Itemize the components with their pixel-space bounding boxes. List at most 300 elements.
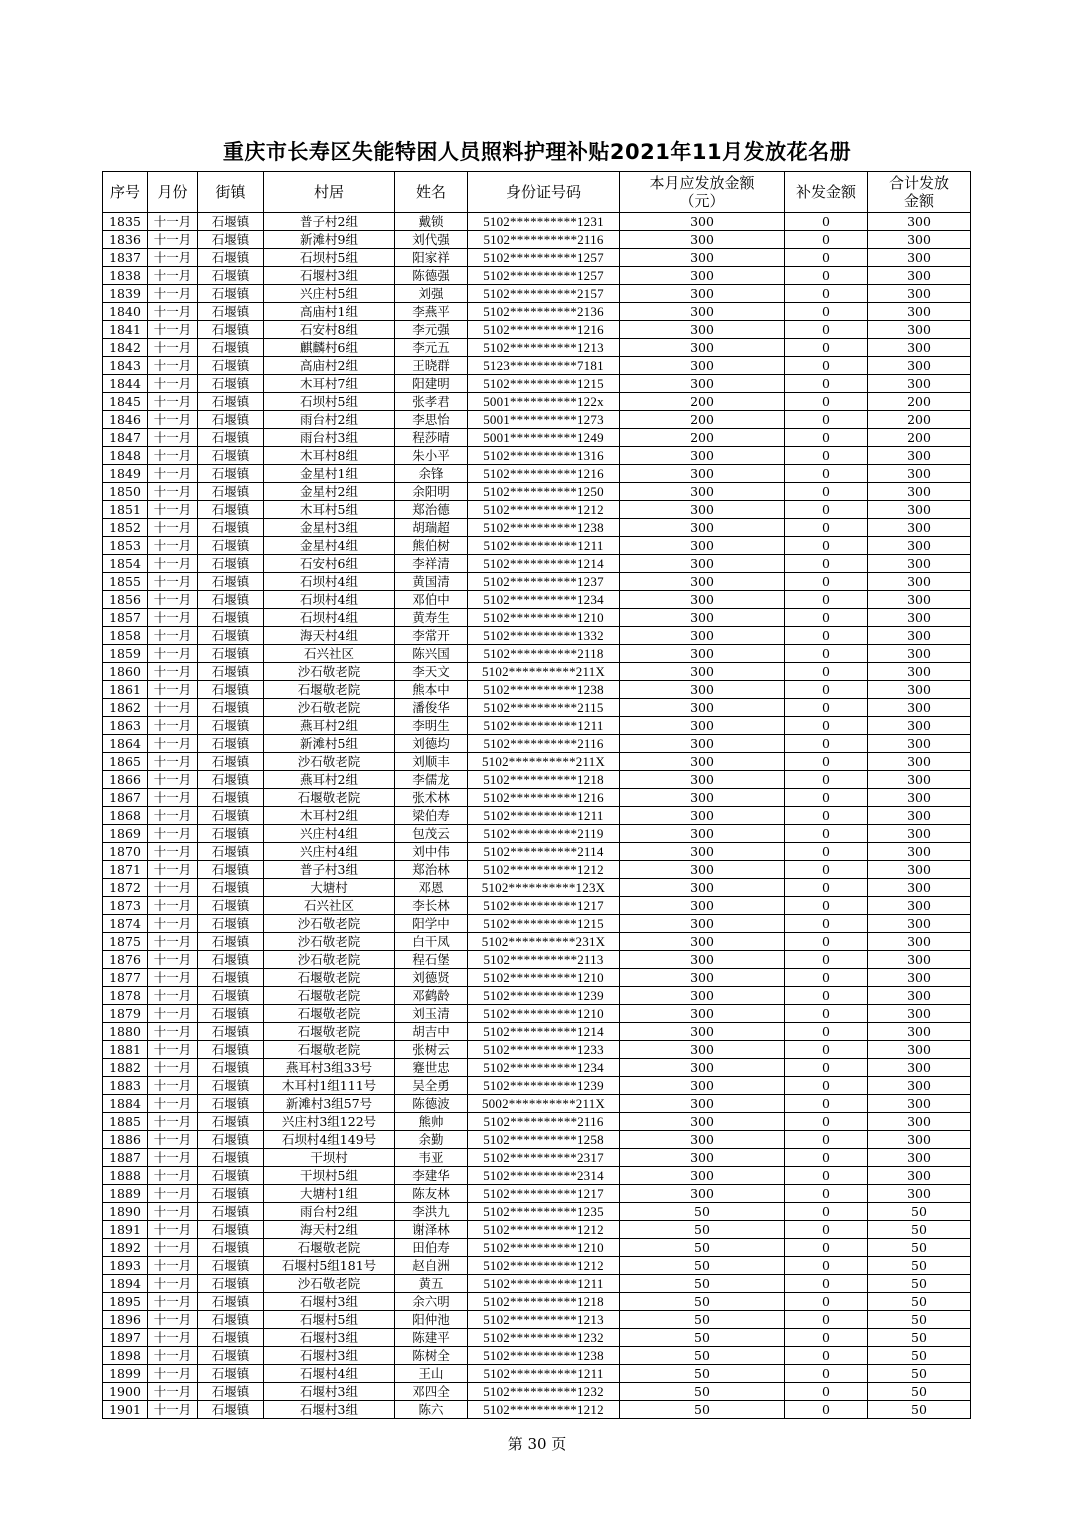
row-monthly-amount: 300 <box>620 663 785 681</box>
row-total: 300 <box>868 915 971 933</box>
row-index: 1851 <box>103 501 148 519</box>
row-town: 石堰镇 <box>198 447 264 465</box>
row-name: 蹇世忠 <box>395 1059 468 1077</box>
row-backpay: 0 <box>785 1329 868 1347</box>
row-town: 石堰镇 <box>198 789 264 807</box>
row-name: 余勤 <box>395 1131 468 1149</box>
row-village: 普子村3组 <box>264 861 395 879</box>
row-town: 石堰镇 <box>198 1383 264 1401</box>
table-row <box>103 1365 971 1383</box>
row-village: 石堰敬老院 <box>264 789 395 807</box>
row-month: 十一月 <box>148 789 198 807</box>
row-index: 1860 <box>103 663 148 681</box>
row-name: 李祥清 <box>395 555 468 573</box>
row-id-number: 5102**********211X <box>468 753 620 771</box>
table-row <box>103 1185 971 1203</box>
row-total: 300 <box>868 735 971 753</box>
table-row <box>103 393 971 411</box>
row-total: 300 <box>868 447 971 465</box>
row-index: 1842 <box>103 339 148 357</box>
row-backpay: 0 <box>785 1167 868 1185</box>
row-town: 石堰镇 <box>198 717 264 735</box>
row-village: 石堰村4组 <box>264 1365 395 1383</box>
row-monthly-amount: 300 <box>620 915 785 933</box>
row-month: 十一月 <box>148 897 198 915</box>
table-row <box>103 465 971 483</box>
row-id-number: 5102**********2118 <box>468 645 620 663</box>
row-town: 石堰镇 <box>198 1167 264 1185</box>
row-backpay: 0 <box>785 501 868 519</box>
row-monthly-amount: 50 <box>620 1311 785 1329</box>
row-id-number: 5102**********1239 <box>468 987 620 1005</box>
row-id-number: 5102**********2116 <box>468 231 620 249</box>
row-monthly-amount: 300 <box>620 1149 785 1167</box>
row-name: 谢泽林 <box>395 1221 468 1239</box>
row-town: 石堰镇 <box>198 627 264 645</box>
row-month: 十一月 <box>148 681 198 699</box>
row-id-number: 5102**********1234 <box>468 591 620 609</box>
table-row <box>103 699 971 717</box>
row-id-number: 5102**********1212 <box>468 501 620 519</box>
row-monthly-amount: 300 <box>620 573 785 591</box>
row-town: 石堰镇 <box>198 879 264 897</box>
row-total: 300 <box>868 357 971 375</box>
row-id-number: 5102**********1213 <box>468 339 620 357</box>
row-name: 白干凤 <box>395 933 468 951</box>
row-total: 300 <box>868 231 971 249</box>
row-backpay: 0 <box>785 1239 868 1257</box>
row-total: 300 <box>868 519 971 537</box>
row-village: 沙石敬老院 <box>264 933 395 951</box>
row-village: 雨台村2组 <box>264 1203 395 1221</box>
row-village: 石坝村4组 <box>264 573 395 591</box>
row-backpay: 0 <box>785 1221 868 1239</box>
row-backpay: 0 <box>785 1023 868 1041</box>
row-index: 1875 <box>103 933 148 951</box>
table-row <box>103 573 971 591</box>
table-header-row <box>103 172 971 213</box>
row-name: 阳家祥 <box>395 249 468 267</box>
table-row <box>103 1059 971 1077</box>
row-monthly-amount: 300 <box>620 789 785 807</box>
row-month: 十一月 <box>148 951 198 969</box>
table-row <box>103 807 971 825</box>
row-backpay: 0 <box>785 609 868 627</box>
row-total: 300 <box>868 861 971 879</box>
row-backpay: 0 <box>785 1059 868 1077</box>
row-village: 木耳村5组 <box>264 501 395 519</box>
row-month: 十一月 <box>148 1203 198 1221</box>
row-index: 1857 <box>103 609 148 627</box>
row-total: 300 <box>868 321 971 339</box>
row-monthly-amount: 300 <box>620 447 785 465</box>
row-total: 300 <box>868 717 971 735</box>
row-town: 石堰镇 <box>198 1365 264 1383</box>
col-header-monthly-amount: 本月应发放金额 （元） <box>620 172 785 213</box>
row-monthly-amount: 300 <box>620 699 785 717</box>
row-town: 石堰镇 <box>198 537 264 555</box>
row-month: 十一月 <box>148 861 198 879</box>
col-header-total: 合计发放 金额 <box>868 172 971 213</box>
row-village: 石堰村3组 <box>264 1401 395 1419</box>
row-backpay: 0 <box>785 735 868 753</box>
table-row <box>103 987 971 1005</box>
row-town: 石堰镇 <box>198 249 264 267</box>
row-monthly-amount: 200 <box>620 411 785 429</box>
row-backpay: 0 <box>785 627 868 645</box>
row-town: 石堰镇 <box>198 807 264 825</box>
row-total: 300 <box>868 555 971 573</box>
row-town: 石堰镇 <box>198 1293 264 1311</box>
row-backpay: 0 <box>785 1347 868 1365</box>
row-backpay: 0 <box>785 969 868 987</box>
row-name: 余阳明 <box>395 483 468 501</box>
row-total: 50 <box>868 1401 971 1419</box>
row-backpay: 0 <box>785 321 868 339</box>
row-backpay: 0 <box>785 1401 868 1419</box>
row-town: 石堰镇 <box>198 285 264 303</box>
row-month: 十一月 <box>148 1401 198 1419</box>
row-name: 戴锁 <box>395 213 468 231</box>
row-monthly-amount: 300 <box>620 879 785 897</box>
row-monthly-amount: 300 <box>620 1041 785 1059</box>
row-name: 黄国清 <box>395 573 468 591</box>
row-index: 1893 <box>103 1257 148 1275</box>
row-month: 十一月 <box>148 321 198 339</box>
table-row <box>103 1167 971 1185</box>
row-id-number: 5102**********1258 <box>468 1131 620 1149</box>
row-id-number: 5001**********1273 <box>468 411 620 429</box>
row-monthly-amount: 300 <box>620 321 785 339</box>
col-header-town: 街镇 <box>198 172 264 213</box>
row-total: 300 <box>868 501 971 519</box>
row-total: 50 <box>868 1383 971 1401</box>
row-total: 50 <box>868 1257 971 1275</box>
row-month: 十一月 <box>148 411 198 429</box>
row-monthly-amount: 300 <box>620 843 785 861</box>
row-index: 1881 <box>103 1041 148 1059</box>
row-index: 1861 <box>103 681 148 699</box>
row-backpay: 0 <box>785 897 868 915</box>
row-month: 十一月 <box>148 1005 198 1023</box>
row-town: 石堰镇 <box>198 483 264 501</box>
row-index: 1839 <box>103 285 148 303</box>
row-monthly-amount: 50 <box>620 1401 785 1419</box>
row-name: 胡吉中 <box>395 1023 468 1041</box>
row-backpay: 0 <box>785 843 868 861</box>
table-row <box>103 1275 971 1293</box>
row-village: 兴庄村4组 <box>264 825 395 843</box>
row-village: 沙石敬老院 <box>264 699 395 717</box>
row-name: 黄寿生 <box>395 609 468 627</box>
roster-table <box>102 171 971 1419</box>
row-village: 沙石敬老院 <box>264 915 395 933</box>
row-village: 燕耳村3组33号 <box>264 1059 395 1077</box>
row-id-number: 5102**********2136 <box>468 303 620 321</box>
row-month: 十一月 <box>148 1221 198 1239</box>
row-month: 十一月 <box>148 1329 198 1347</box>
row-id-number: 5123**********7181 <box>468 357 620 375</box>
row-monthly-amount: 300 <box>620 951 785 969</box>
row-village: 石堰村3组 <box>264 1293 395 1311</box>
row-monthly-amount: 50 <box>620 1221 785 1239</box>
table-row <box>103 1041 971 1059</box>
row-month: 十一月 <box>148 627 198 645</box>
row-id-number: 5102**********1316 <box>468 447 620 465</box>
row-town: 石堰镇 <box>198 645 264 663</box>
table-row <box>103 753 971 771</box>
row-backpay: 0 <box>785 411 868 429</box>
row-village: 普子村2组 <box>264 213 395 231</box>
row-backpay: 0 <box>785 717 868 735</box>
row-monthly-amount: 300 <box>620 375 785 393</box>
row-village: 海天村2组 <box>264 1221 395 1239</box>
row-name: 刘德均 <box>395 735 468 753</box>
row-monthly-amount: 300 <box>620 717 785 735</box>
page-title: 重庆市长寿区失能特困人员照料护理补贴2021年11月发放花名册 <box>222 140 852 164</box>
row-town: 石堰镇 <box>198 699 264 717</box>
col-header-id-number: 身份证号码 <box>468 172 620 213</box>
row-index: 1847 <box>103 429 148 447</box>
row-total: 300 <box>868 537 971 555</box>
row-village: 大塘村 <box>264 879 395 897</box>
row-town: 石堰镇 <box>198 915 264 933</box>
row-id-number: 5102**********1218 <box>468 1293 620 1311</box>
row-name: 邓恩 <box>395 879 468 897</box>
row-monthly-amount: 300 <box>620 537 785 555</box>
row-index: 1850 <box>103 483 148 501</box>
row-village: 燕耳村2组 <box>264 771 395 789</box>
row-name: 陈德波 <box>395 1095 468 1113</box>
row-town: 石堰镇 <box>198 861 264 879</box>
row-total: 300 <box>868 681 971 699</box>
table-row <box>103 1383 971 1401</box>
table-row <box>103 537 971 555</box>
row-village: 雨台村2组 <box>264 411 395 429</box>
table-row <box>103 1023 971 1041</box>
row-index: 1885 <box>103 1113 148 1131</box>
table-row <box>103 555 971 573</box>
row-id-number: 5102**********1239 <box>468 1077 620 1095</box>
row-name: 吴全勇 <box>395 1077 468 1095</box>
row-month: 十一月 <box>148 1113 198 1131</box>
row-monthly-amount: 300 <box>620 285 785 303</box>
row-town: 石堰镇 <box>198 1149 264 1167</box>
row-name: 郑治德 <box>395 501 468 519</box>
row-total: 300 <box>868 969 971 987</box>
row-id-number: 5102**********1257 <box>468 267 620 285</box>
row-index: 1858 <box>103 627 148 645</box>
row-town: 石堰镇 <box>198 1347 264 1365</box>
row-backpay: 0 <box>785 1257 868 1275</box>
row-name: 李思怡 <box>395 411 468 429</box>
table-row <box>103 969 971 987</box>
row-village: 石堰敬老院 <box>264 1239 395 1257</box>
row-month: 十一月 <box>148 933 198 951</box>
row-total: 300 <box>868 807 971 825</box>
row-monthly-amount: 300 <box>620 1167 785 1185</box>
row-index: 1894 <box>103 1275 148 1293</box>
row-total: 300 <box>868 987 971 1005</box>
row-village: 石堰村3组 <box>264 1329 395 1347</box>
row-month: 十一月 <box>148 537 198 555</box>
row-month: 十一月 <box>148 717 198 735</box>
row-monthly-amount: 300 <box>620 681 785 699</box>
row-id-number: 5102**********1212 <box>468 1257 620 1275</box>
row-village: 木耳村1组111号 <box>264 1077 395 1095</box>
row-backpay: 0 <box>785 591 868 609</box>
table-row <box>103 501 971 519</box>
row-id-number: 5102**********1332 <box>468 627 620 645</box>
row-total: 300 <box>868 825 971 843</box>
row-id-number: 5102**********2317 <box>468 1149 620 1167</box>
row-index: 1844 <box>103 375 148 393</box>
row-month: 十一月 <box>148 753 198 771</box>
row-id-number: 5102**********2115 <box>468 699 620 717</box>
row-index: 1871 <box>103 861 148 879</box>
row-backpay: 0 <box>785 861 868 879</box>
row-total: 300 <box>868 879 971 897</box>
row-id-number: 5102**********1212 <box>468 1401 620 1419</box>
row-id-number: 5102**********2116 <box>468 735 620 753</box>
table-row <box>103 213 971 231</box>
row-town: 石堰镇 <box>198 411 264 429</box>
row-index: 1845 <box>103 393 148 411</box>
table-row <box>103 483 971 501</box>
row-village: 大塘村1组 <box>264 1185 395 1203</box>
row-total: 300 <box>868 1059 971 1077</box>
row-id-number: 5102**********1238 <box>468 681 620 699</box>
table-row <box>103 1203 971 1221</box>
row-monthly-amount: 300 <box>620 357 785 375</box>
row-village: 石安村8组 <box>264 321 395 339</box>
row-name: 胡瑞超 <box>395 519 468 537</box>
row-month: 十一月 <box>148 1041 198 1059</box>
row-name: 梁伯寿 <box>395 807 468 825</box>
row-town: 石堰镇 <box>198 1185 264 1203</box>
row-village: 石坝村4组 <box>264 591 395 609</box>
row-month: 十一月 <box>148 969 198 987</box>
row-monthly-amount: 300 <box>620 825 785 843</box>
row-total: 50 <box>868 1293 971 1311</box>
row-total: 300 <box>868 1149 971 1167</box>
row-town: 石堰镇 <box>198 465 264 483</box>
row-village: 石坝村4组 <box>264 609 395 627</box>
table-row <box>103 663 971 681</box>
row-town: 石堰镇 <box>198 501 264 519</box>
row-id-number: 5001**********122x <box>468 393 620 411</box>
row-town: 石堰镇 <box>198 1401 264 1419</box>
row-month: 十一月 <box>148 825 198 843</box>
row-monthly-amount: 50 <box>620 1365 785 1383</box>
row-monthly-amount: 300 <box>620 969 785 987</box>
row-village: 干坝村 <box>264 1149 395 1167</box>
row-total: 50 <box>868 1347 971 1365</box>
row-village: 石坝村5组 <box>264 393 395 411</box>
row-backpay: 0 <box>785 1113 868 1131</box>
row-month: 十一月 <box>148 231 198 249</box>
row-index: 1859 <box>103 645 148 663</box>
row-monthly-amount: 300 <box>620 1131 785 1149</box>
row-name: 邓四全 <box>395 1383 468 1401</box>
row-backpay: 0 <box>785 249 868 267</box>
row-total: 50 <box>868 1275 971 1293</box>
row-total: 300 <box>868 483 971 501</box>
row-total: 300 <box>868 933 971 951</box>
row-index: 1901 <box>103 1401 148 1419</box>
row-index: 1874 <box>103 915 148 933</box>
row-backpay: 0 <box>785 771 868 789</box>
row-total: 50 <box>868 1311 971 1329</box>
row-month: 十一月 <box>148 591 198 609</box>
row-index: 1884 <box>103 1095 148 1113</box>
row-total: 300 <box>868 1005 971 1023</box>
row-backpay: 0 <box>785 1131 868 1149</box>
row-village: 干坝村5组 <box>264 1167 395 1185</box>
row-backpay: 0 <box>785 681 868 699</box>
row-monthly-amount: 300 <box>620 807 785 825</box>
row-id-number: 5102**********1250 <box>468 483 620 501</box>
row-name: 陈友林 <box>395 1185 468 1203</box>
row-month: 十一月 <box>148 1275 198 1293</box>
row-id-number: 5102**********1216 <box>468 321 620 339</box>
table-row <box>103 915 971 933</box>
table-row <box>103 591 971 609</box>
row-backpay: 0 <box>785 465 868 483</box>
row-total: 300 <box>868 465 971 483</box>
row-backpay: 0 <box>785 789 868 807</box>
row-id-number: 5102**********1218 <box>468 771 620 789</box>
row-id-number: 5102**********1210 <box>468 1239 620 1257</box>
row-backpay: 0 <box>785 213 868 231</box>
row-town: 石堰镇 <box>198 1095 264 1113</box>
row-village: 沙石敬老院 <box>264 951 395 969</box>
row-index: 1862 <box>103 699 148 717</box>
row-backpay: 0 <box>785 519 868 537</box>
row-town: 石堰镇 <box>198 771 264 789</box>
row-monthly-amount: 50 <box>620 1257 785 1275</box>
row-monthly-amount: 300 <box>620 753 785 771</box>
row-index: 1872 <box>103 879 148 897</box>
row-town: 石堰镇 <box>198 1041 264 1059</box>
row-village: 石堰敬老院 <box>264 1023 395 1041</box>
row-monthly-amount: 300 <box>620 1077 785 1095</box>
row-monthly-amount: 300 <box>620 501 785 519</box>
row-town: 石堰镇 <box>198 321 264 339</box>
row-town: 石堰镇 <box>198 303 264 321</box>
row-total: 300 <box>868 609 971 627</box>
row-backpay: 0 <box>785 879 868 897</box>
row-name: 熊帅 <box>395 1113 468 1131</box>
row-id-number: 5102**********1212 <box>468 1221 620 1239</box>
row-village: 新滩村5组 <box>264 735 395 753</box>
row-index: 1849 <box>103 465 148 483</box>
row-village: 石兴社区 <box>264 645 395 663</box>
table-row <box>103 609 971 627</box>
row-index: 1876 <box>103 951 148 969</box>
row-backpay: 0 <box>785 573 868 591</box>
page-number: 第 30 页 <box>507 1435 567 1453</box>
table-row <box>103 1239 971 1257</box>
row-monthly-amount: 300 <box>620 735 785 753</box>
row-backpay: 0 <box>785 447 868 465</box>
table-row <box>103 411 971 429</box>
row-monthly-amount: 300 <box>620 213 785 231</box>
row-town: 石堰镇 <box>198 1239 264 1257</box>
row-village: 金星村1组 <box>264 465 395 483</box>
row-month: 十一月 <box>148 1131 198 1149</box>
row-village: 石堰村5组 <box>264 1311 395 1329</box>
